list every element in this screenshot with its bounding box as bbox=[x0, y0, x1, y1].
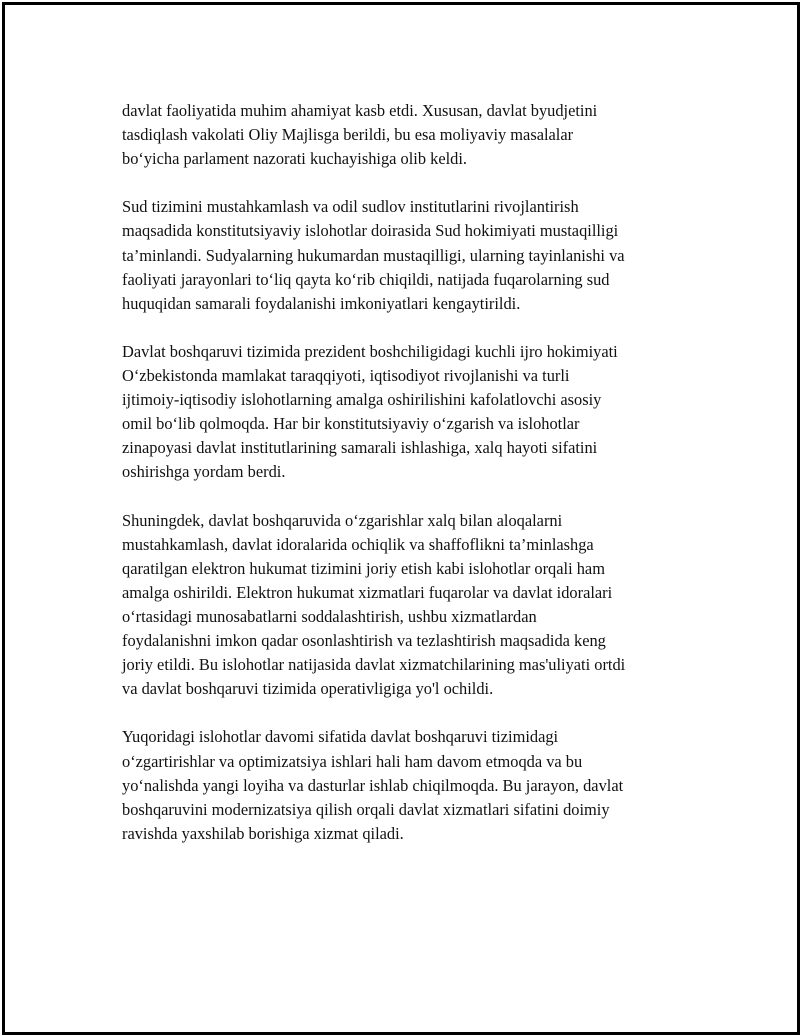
paragraph-judicial-reform: Sud tizimini mustahkamlash va odil sudlov institutlarini rivojlantirish maqsadida konstitutsiyaviy islohotlar doirasida Sud hokimiyati mustaqilligi ta’minlandi. Sudyalarning hukumardan mustaqilligi, ularning tayinlanishi va faoliyati jarayonlari to‘liq qayta ko‘rib chiqildi, natijada fuqarolarning sud huquqidan samarali foydalanishi imkoniyatlari kengaytirildi. bbox=[122, 197, 625, 313]
document-body bbox=[122, 99, 694, 870]
paragraph-e-government: Shuningdek, davlat boshqaruvida o‘zgarishlar xalq bilan aloqalarni mustahkamlash, davlat idoralarida ochiqlik va shaffoflikni ta’minlashga qaratilgan elektron hukumat tizimini joriy etish kabi islohotlar orqali ham amalga oshirildi. Elektron hukumat xizmatlari fuqarolar va davlat idoralari o‘rtasidagi munosabatlarni soddalashtirish, ushbu xizmatlardan foydalanishni imkon qadar osonlashtirish va tezlashtirish maqsadida keng joriy etildi. Bu islohotlar natijasida davlat xizmatchilarining mas'uliyati ortdi va davlat boshqaruvi tizimida operativligiga yo'l ochildi. bbox=[122, 510, 626, 699]
paragraph-budget-authority: davlat faoliyatida muhim ahamiyat kasb etdi. Xususan, davlat byudjetini tasdiqlash vakolati Oliy Majlisga berildi, bu esa moliyaviy masalalar bo‘yicha parlament nazorati kuchayishiga olib keldi. bbox=[122, 101, 598, 169]
paragraph-ongoing-reforms: Yuqoridagi islohotlar davomi sifatida davlat boshqaruvi tizimidagi o‘zgartirishlar va optimizatsiya ishlari hali ham davom etmoqda va bu yo‘nalishda yangi loyiha va dasturlar ishlab chiqilmoqda. Bu jarayon, davlat boshqaruvini modernizatsiya qilish orqali davlat xizmatlari sifatini doimiy ravishda yaxshilab borishiga xizmat qiladi. bbox=[122, 727, 624, 843]
paragraph-executive-power: Davlat boshqaruvi tizimida prezident boshchiligidagi kuchli ijro hokimiyati O‘zbekistonda mamlakat taraqqiyoti, iqtisodiyot rivojlanishi va turli ijtimoiy-iqtisodiy islohotlarning amalga oshirilishini kafolatlovchi asosiy omil bo‘lib qolmoqda. Har bir konstitutsiyaviy o‘zgarish va islohotlar zinapoyasi davlat institutlarining samarali ishlashiga, xalq hayoti sifatini oshirishga yordam berdi. bbox=[122, 341, 618, 482]
page-frame bbox=[2, 2, 800, 1035]
